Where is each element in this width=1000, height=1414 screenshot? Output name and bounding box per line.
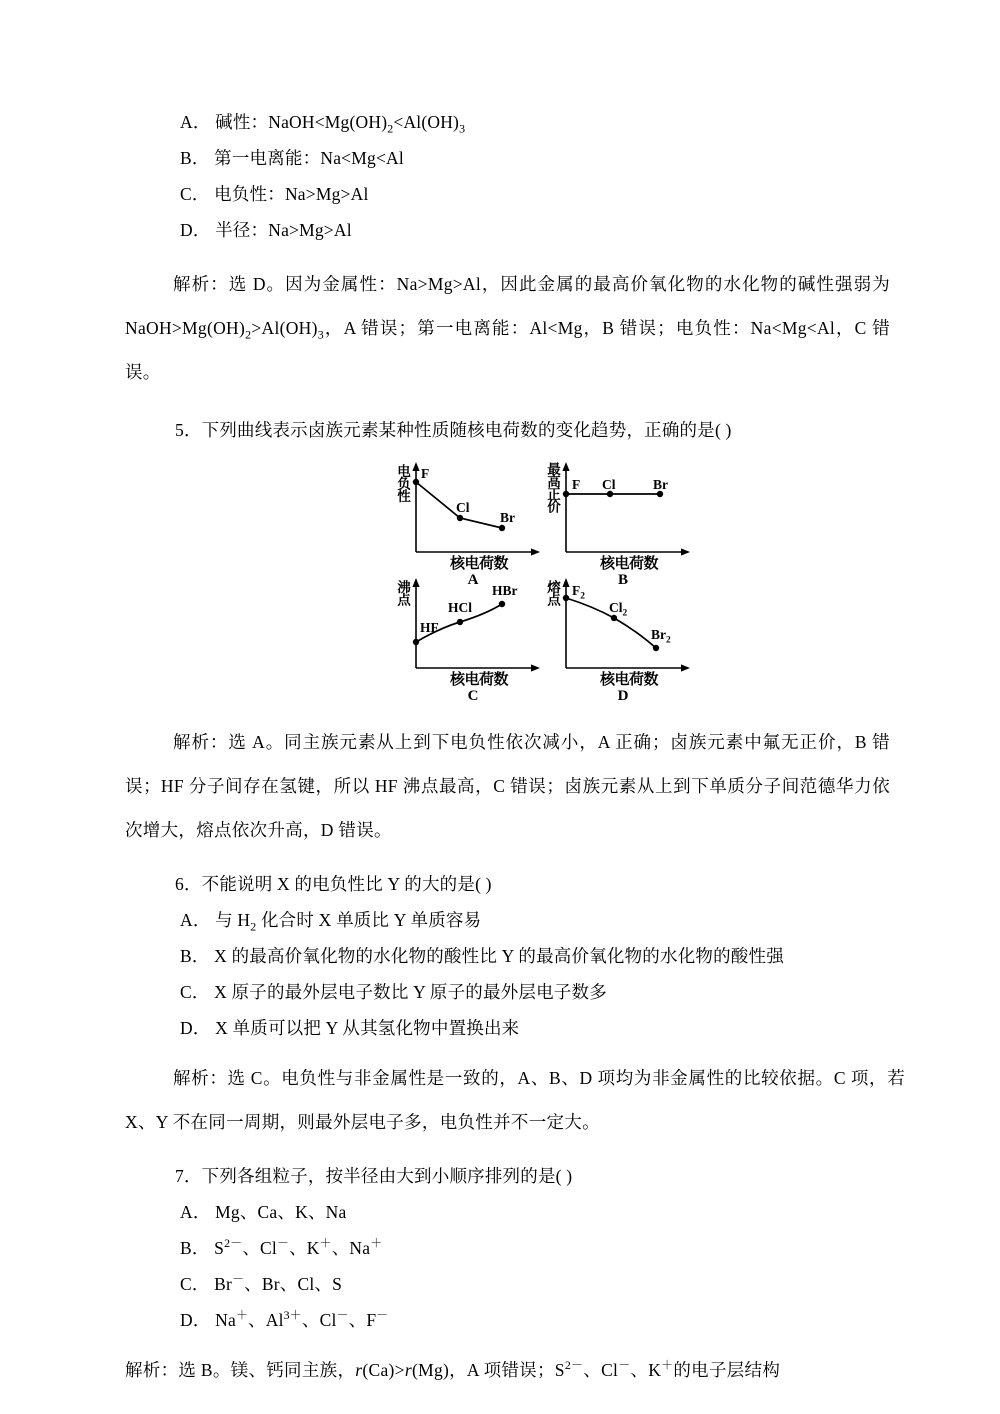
chart-c-xlabel: 核电荷数 — [450, 670, 509, 688]
chart-b-point-label-cl: Cl — [602, 477, 616, 492]
q6-option-a-letter: A — [180, 910, 193, 930]
q6-option-b-mark: ． — [191, 946, 210, 966]
chart-d-point-label-cl2-base: Cl — [609, 600, 623, 615]
q7-option-a-i2: K — [295, 1202, 308, 1222]
q6-option-b-text: X 的最高价氧化物的水化物的酸性比 Y 的最高价氧化物的水化物的酸性强 — [214, 946, 784, 966]
chart-a — [394, 460, 548, 572]
chart-a-ylabel: 电负性 — [394, 464, 410, 502]
chart-c-caption: C — [467, 688, 479, 704]
q7-option-b-i1: Cl — [260, 1238, 277, 1258]
q6-option-c-mark: ． — [191, 982, 210, 1002]
chart-b-ylabel: 最高正价 — [544, 462, 560, 512]
chart-a-point-label-br: Br — [500, 510, 515, 525]
chart-d-point-label-f2 — [572, 583, 585, 602]
q7-option-c: C． Br－、Br、Cl、S — [180, 1272, 343, 1294]
chart-c-point-label-hf: HF — [420, 620, 439, 635]
q4-analysis-suffix: ，A 错误；第一电离能：Al<Mg，B 错误；电负性：Na<Mg<Al，C 错误。 — [125, 318, 890, 382]
q7-stem-line — [0, 1158, 1000, 1194]
q6-option-d-letter: D — [180, 1018, 193, 1038]
chart-a-x-arrow — [531, 548, 540, 555]
q6-option-c-letter: C — [180, 982, 192, 1002]
q6-number: 6． — [175, 874, 202, 894]
q4-option-a-letter: A — [180, 112, 193, 132]
gap-analysis5-q6 — [0, 852, 1000, 866]
top-spacer-2 — [0, 30, 1000, 60]
chart-a-y-arrow — [412, 462, 419, 471]
q4-option-c — [0, 176, 1000, 212]
q6-option-a-post: 化合时 X 单质比 Y 单质容易 — [256, 910, 482, 930]
chart-d-y-arrow — [562, 578, 569, 587]
q4-option-a-sub1: 2 — [387, 121, 394, 136]
q6-analysis: 解析：选 C。电负性与非金属性是一致的，A、B、D 项均为非金属性的比较依据。C 项，若 X、Y 不在同一周期，则最外层电子多，电负性并不一定大。 — [125, 1068, 905, 1132]
chart-a-xlabel: 核电荷数 — [450, 554, 509, 572]
chart-d-point-label-cl2 — [609, 600, 628, 619]
q6-option-d — [0, 1010, 1000, 1046]
q4-option-d — [0, 212, 1000, 248]
q7-option-b-mark: ． — [191, 1238, 210, 1258]
q7-option-b-i2: K — [306, 1238, 320, 1258]
gap-analysis6-q7 — [0, 1144, 1000, 1158]
top-spacer — [0, 0, 1000, 30]
q5-analysis: 解析：选 A。同主族元素从上到下电负性依次减小，A 正确；卤族元素中氟无正价，B 错误；HF 分子间存在氢键，所以 HF 沸点最高，C 错误；卤族元素从上到下单质分子间范德华力依次增大，熔点依次升高，D 错误。 — [125, 732, 890, 840]
q7-option-c-letter: C — [180, 1274, 192, 1294]
q4-option-a-mark: ． — [192, 112, 211, 132]
q7-option-d-i0-sup: ＋ — [235, 1308, 249, 1323]
q4-analysis-sub1: 2 — [245, 327, 252, 342]
q7-analysis-sup2: － — [618, 1358, 631, 1373]
q7-option-d-i1: Al — [265, 1310, 284, 1330]
q7-option-d-i2-sup: － — [336, 1308, 349, 1323]
q5-stem: 下列曲线表示卤族元素某种性质随核电荷数的变化趋势，正确的是( ) — [201, 420, 732, 440]
chart-b-y-arrow — [562, 462, 569, 471]
q7-analysis-sup1: 2－ — [564, 1358, 584, 1373]
q7-option-c-i2: Cl — [297, 1274, 315, 1294]
q7-option-b-letter: B — [180, 1238, 192, 1258]
q7-option-b-i2-sup: ＋ — [319, 1236, 332, 1251]
q7-option-a-i0: Mg — [215, 1202, 240, 1222]
chart-b — [544, 460, 698, 572]
q6-option-a-pre: 与 H — [215, 910, 251, 930]
chart-b-xlabel: 核电荷数 — [600, 554, 659, 572]
q7-option-d: D． Na＋、$Al^{3+}$、Cl－、F－ — [180, 1308, 389, 1330]
q6-option-a — [0, 902, 1000, 938]
q7-option-d-i3-sup: － — [376, 1308, 389, 1323]
chart-c-point-hf — [413, 639, 419, 645]
q7-option-a-mark: ． — [192, 1202, 211, 1222]
chart-b-caption: B — [617, 572, 628, 588]
q6-option-d-mark: ． — [192, 1018, 211, 1038]
q7-option-c-i0-sup: － — [232, 1272, 245, 1287]
q4-option-a-text: 碱性：NaOH<Mg(OH) — [215, 112, 388, 132]
chart-b-point-label-br: Br — [653, 477, 668, 492]
gap-analysis-q5 — [0, 394, 1000, 412]
top-spacer-3 — [0, 60, 1000, 90]
q7-analysis-prefix: 解析：选 B。镁、钙同主族， — [125, 1360, 356, 1380]
q6-stem-line — [0, 866, 1000, 902]
chart-d-caption: D — [617, 688, 629, 704]
chart-c-point-label-hbr: HBr — [492, 583, 518, 598]
q7-analysis-mid2: (Mg)，A 项错误；S — [411, 1360, 565, 1380]
chart-d-xlabel: 核电荷数 — [600, 670, 659, 688]
q4-option-b-text: 第一电离能：Na<Mg<Al — [214, 148, 404, 168]
q4-option-b-letter: B — [180, 148, 192, 168]
chart-a-caption: A — [467, 572, 479, 588]
q7-option-c-mark: ． — [191, 1274, 210, 1294]
q7-option-b-i3: Na — [349, 1238, 371, 1258]
q4-analysis-prefix: 解析：选 D。因为金属性：Na>Mg>Al，因此金属的最高价氧化物的水化物的碱性强弱为 NaOH>Mg(OH) — [125, 274, 890, 338]
q6-option-b — [0, 938, 1000, 974]
q7-analysis-suffix: 的电子层结构 — [673, 1360, 781, 1380]
gap-q6-analysis — [0, 1046, 1000, 1056]
q4-option-c-mark: ． — [191, 184, 210, 204]
chart-c-point-hcl — [457, 619, 463, 625]
q7-option-d-i2: Cl — [319, 1310, 337, 1330]
q7-analysis-r2: r — [404, 1360, 412, 1380]
q7-analysis-mid1: (Ca)> — [362, 1360, 405, 1380]
chart-c-x-arrow — [531, 664, 540, 671]
chart-d-point-label-cl2-sub: 2 — [622, 608, 628, 619]
q4-option-c-letter: C — [180, 184, 192, 204]
q6-stem: 不能说明 X 的电负性比 Y 的大的是( ) — [201, 874, 492, 894]
q7-analysis-sup3: ＋ — [661, 1358, 674, 1373]
chart-d-point-label-br2 — [651, 627, 671, 646]
chart-c-point-hbr — [499, 601, 505, 607]
q4-option-b — [0, 140, 1000, 176]
q7-analysis-mid3: 、Cl — [583, 1360, 619, 1380]
chart-d-point-br2 — [653, 645, 659, 651]
chart-b-x-arrow — [681, 548, 690, 555]
q7-option-a: A． Mg、Ca、K、Na — [180, 1202, 347, 1222]
q4-option-a-sub2: 3 — [459, 121, 466, 136]
q4-option-d-text: 半径：Na>Mg>Al — [215, 220, 352, 240]
chart-a-point-f — [413, 479, 419, 485]
q7-option-d-letter: D — [180, 1310, 193, 1330]
chart-c-point-label-hcl: HCl — [448, 600, 473, 615]
q7-option-b-i3-sup: ＋ — [370, 1236, 383, 1251]
chart-d-point-label-f2-base: F — [572, 583, 581, 598]
q4-analysis-sub2: 3 — [317, 327, 324, 342]
q6-option-b-letter: B — [180, 946, 192, 966]
q5-figure-group — [0, 458, 1000, 704]
gap-q7-analysis — [0, 1338, 1000, 1348]
q7-option-d-i0: Na — [215, 1310, 236, 1330]
q7-option-a-letter: A — [180, 1202, 193, 1222]
q7-option-b: B． $S^{2-}$、Cl－、K＋、Na＋ — [180, 1236, 383, 1258]
q5-number: 5． — [175, 420, 202, 440]
q6-option-d-text: X 单质可以把 Y 从其氢化物中置换出来 — [215, 1018, 520, 1038]
q7-analysis-r1: r — [355, 1360, 363, 1380]
q7-option-c-i0: Br — [214, 1274, 233, 1294]
chart-a-point-label-f: F — [421, 466, 430, 481]
q7-option-c-i3: S — [332, 1274, 343, 1294]
q7-option-d-mark: ． — [192, 1310, 211, 1330]
q7-analysis — [0, 1348, 1000, 1392]
q7-number: 7． — [175, 1166, 202, 1186]
q7-option-b-i0-sup: 2－ — [224, 1236, 243, 1251]
gap-q4-analysis — [0, 248, 1000, 262]
q7-option-a-i3: Na — [325, 1202, 347, 1222]
q6-option-a-mark: ． — [192, 910, 211, 930]
top-spacer-4 — [0, 90, 1000, 104]
q7-stem: 下列各组粒子，按半径由大到小顺序排列的是( ) — [201, 1166, 573, 1186]
gap-q5-figures — [0, 448, 1000, 458]
q4-analysis-mid1: >Al(OH) — [251, 318, 318, 338]
q4-option-c-text: 电负性：Na>Mg>Al — [214, 184, 369, 204]
chart-c — [394, 576, 548, 688]
chart-a-point-label-cl: Cl — [456, 500, 470, 515]
q6-option-a-sub: 2 — [250, 919, 257, 934]
chart-d-point-f2 — [563, 595, 569, 601]
chart-b-point-f — [563, 491, 569, 497]
q6-option-c-text: X 原子的最外层电子数比 Y 原子的最外层电子数多 — [214, 982, 607, 1002]
q7-option-d-i1-sup: 3＋ — [283, 1308, 302, 1323]
q5-stem-line — [0, 412, 1000, 448]
q7-option-b-i0: S — [214, 1238, 225, 1258]
chart-b-point-label-f: F — [572, 477, 581, 492]
chart-d-ylabel: 熔点 — [544, 580, 560, 605]
q4-option-d-letter: D — [180, 220, 193, 240]
q7-option-b-i1-sup: － — [276, 1236, 290, 1251]
q4-option-a — [0, 104, 1000, 140]
q4-option-b-mark: ． — [191, 148, 210, 168]
chart-d-point-label-f2-sub: 2 — [580, 591, 585, 602]
chart-d — [544, 576, 698, 688]
q4-option-d-mark: ． — [192, 220, 211, 240]
q7-option-a-i1: Ca — [257, 1202, 278, 1222]
q7-analysis-mid4: 、K — [630, 1360, 662, 1380]
chart-d-point-label-br2-base: Br — [651, 627, 666, 642]
q4-option-a-text2: <Al(OH) — [393, 112, 460, 132]
q6-option-c — [0, 974, 1000, 1010]
q4-analysis — [0, 262, 1000, 394]
q7-option-c-i1: Br — [261, 1274, 280, 1294]
chart-d-x-arrow — [681, 664, 690, 671]
chart-d-point-label-br2-sub: 2 — [666, 635, 671, 646]
chart-c-y-arrow — [412, 578, 419, 587]
q7-option-d-i3: F — [366, 1310, 377, 1330]
chart-c-ylabel: 沸点 — [394, 580, 410, 605]
